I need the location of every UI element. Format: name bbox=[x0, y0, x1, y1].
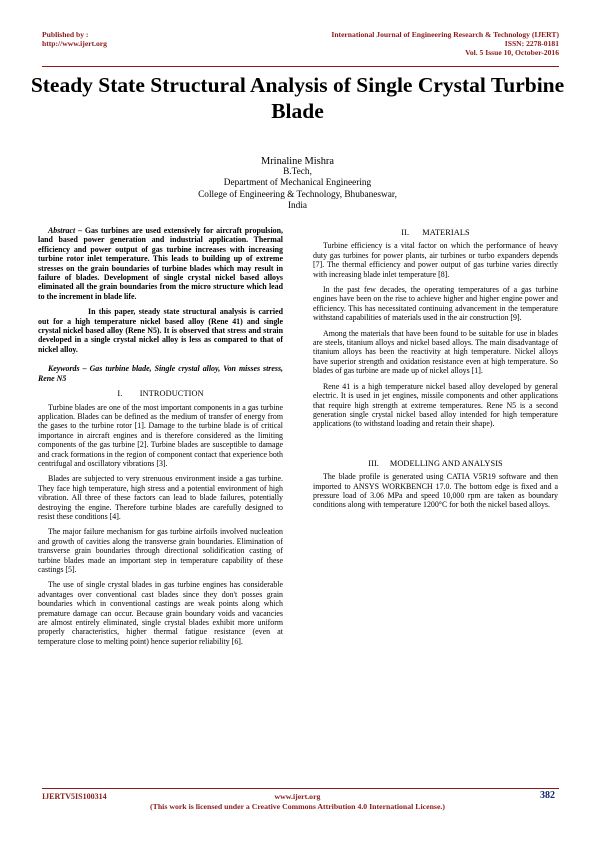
abstract-label: Abstract bbox=[48, 226, 76, 235]
abstract-paragraph bbox=[38, 226, 283, 301]
author-block bbox=[0, 156, 595, 212]
left-column bbox=[38, 226, 283, 652]
header-right bbox=[331, 30, 559, 57]
footer-site-link[interactable]: www.ijert.org bbox=[274, 792, 321, 801]
author-name: Mrinaline Mishra bbox=[260, 156, 334, 167]
intro-paragraph-4: The use of single crystal blades in gas turbine engines has considerable advantages over conventional cast blades since they don't posses grain boundaries which in conventional castings are weak points along which premature damage can occur. Because grain boundary voids and vacancies are almost entirely eliminated, single crystal blades exhibit more uniform properly characteristics, higher thermal fatigue resistance (even at temperature close to melting point) hence superior reliability [6]. bbox=[38, 580, 283, 646]
abstract-paragraph-2: In this paper, steady state structural analysis is carried out for a high temperature nickel based alloy (Rene 41) and single crystal nickel based alloy (Rene N5). It is observed that stress and strain developed in a single crystal nickel alloy is less as compared to that of nickel alloy. bbox=[38, 307, 283, 354]
intro-paragraph-3: The major failure mechanism for gas turbine airfoils involved nucleation and growth of cavities along the transverse grain boundaries. Elimination of transverse grain boundaries through directional solidification casting of turbine blades made an important step in temperature capability of these castings [5]. bbox=[38, 527, 283, 574]
issn: ISSN: 2278-0181 bbox=[504, 39, 559, 48]
journal-url-link[interactable]: http://www.ijert.org bbox=[42, 39, 107, 48]
license-text: (This work is licensed under a Creative Commons Attribution 4.0 International License.) bbox=[150, 802, 445, 811]
volume-issue: Vol. 5 Issue 10, October-2016 bbox=[465, 48, 559, 57]
abstract-text: – Gas turbines are used extensively for aircraft propulsion, land based power generation and industrial application. Thermal efficiency and power output of gas turbine increases with increasing turbine rotor inlet temperature. This leads to building up of extreme stresses on the grain boundaries of turbine blades which may result in failure of blades. Development of single crystal nickel based alloys eliminated all the grain boundaries from the micro structure which lead to the increment in blade life. bbox=[38, 226, 283, 301]
intro-paragraph-1: Turbine blades are one of the most important components in a gas turbine application. Blades can be defined as the medium of transfer of energy from the gases to the turbine rotor [1]. Damage to the turbine blade is of critical importance in aircraft engines and is therefore considered as the limiting components of the gas turbine [2]. Turbine blades are susceptible to damage and crack formations in the region of component contact that experience both centrifugal and oscillatory vibrations [3]. bbox=[38, 402, 283, 468]
author-country: India bbox=[287, 200, 308, 211]
materials-paragraph-4: Rene 41 is a high temperature nickel based alloy developed by general electric. It is used in jet engines, missile components and other applications that require high strength at extreme temperatures. Rene N5 is a second generation single crystal nickel based alloy intended for high temperature applications (to withstand loading and retain their shape). bbox=[313, 381, 558, 429]
journal-name: International Journal of Engineering Research & Technology (IJERT) bbox=[331, 30, 559, 39]
materials-paragraph-1: Turbine efficiency is a vital factor on which the performance of heavy duty gas turbines for power plants, air turbines or turbo expanders depends [7]. The thermal efficiency and power output of gas turbine varies directly with increasing blade inlet temperature [8]. bbox=[313, 241, 558, 279]
materials-paragraph-3: Among the materials that have been found to be suitable for use in blades are steels, titanium alloys and nickel based alloys. The main disadvantage of titanium alloys has been the reactivity at high temperature. Nickel alloys have superior strength and oxidation resistance even at high temperature. So blades of gas turbine are made up of nickel alloys [1]. bbox=[313, 328, 558, 376]
modelling-paragraph-1: The blade profile is generated using CATIA V5R19 software and then imported to ANSYS WORKBENCH 17.0. The bottom edge is fixed and a pressure load of 3.06 MPa and speed 10,000 rpm are taken as boundary conditions along with temperature 1200°C for both the nickel based alloys. bbox=[313, 472, 558, 510]
section-heading-modelling: III. MODELLING AND ANALYSIS bbox=[368, 458, 503, 468]
footer-divider bbox=[42, 788, 559, 789]
keywords-text: – Gas turbine blade, Single crystal alloy, Von misses stress, Rene N5 bbox=[38, 364, 283, 383]
section-heading-introduction: I. INTRODUCTION bbox=[117, 389, 204, 399]
materials-paragraph-2: In the past few decades, the operating temperatures of a gas turbine engines have been on the rise to achieve higher and higher engine power and efficiency. This has necessitated continuing advancement in the temperature withstand capabilities of materials used in the air construction [9]. bbox=[313, 285, 558, 323]
page-number: 382 bbox=[540, 790, 555, 801]
header-divider bbox=[42, 66, 559, 67]
intro-paragraph-2: Blades are subjected to very strenuous environment inside a gas turbine. They face high temperature, high stress and a potential environment of high vibration. All three of these factors can lead to blade failures, potentially destroying the engine. Therefore turbine blades are carefully designed to resist these conditions [4]. bbox=[38, 474, 283, 521]
paper-id: IJERTV5IS100314 bbox=[42, 792, 107, 801]
right-column bbox=[313, 226, 558, 516]
keywords-paragraph bbox=[38, 364, 283, 383]
keywords-label: Keywords bbox=[48, 364, 80, 374]
published-by: Published by : bbox=[42, 30, 89, 39]
section-heading-materials: II. MATERIALS bbox=[401, 228, 470, 237]
author-department: Department of Mechanical Engineering bbox=[223, 178, 372, 189]
footer-center bbox=[0, 792, 595, 812]
paper-title: Steady State Structural Analysis of Single Crystal Turbine Blade bbox=[30, 73, 565, 123]
author-college: College of Engineering & Technology, Bhubaneswar, bbox=[198, 189, 397, 200]
author-degree: B.Tech, bbox=[283, 167, 312, 178]
header-left bbox=[42, 30, 107, 48]
